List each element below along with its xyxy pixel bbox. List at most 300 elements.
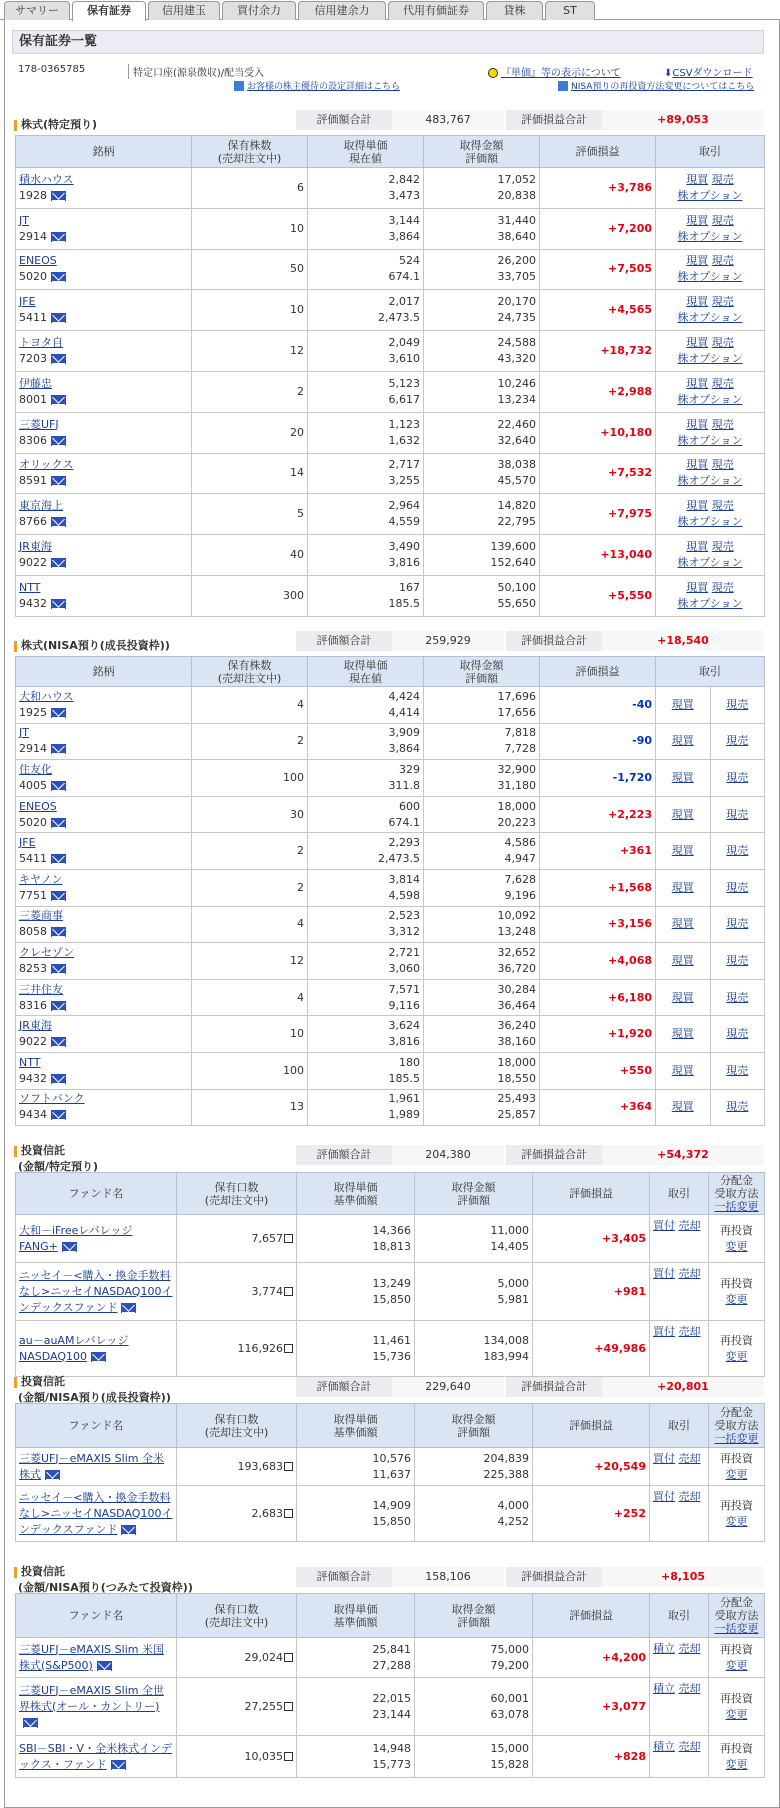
stock-name-link[interactable]: JFE [19, 295, 36, 309]
stock-code: 9432 [19, 596, 47, 610]
stock-name-cell [16, 760, 192, 797]
option-button[interactable]: 株オプション [677, 311, 743, 325]
fund-sell-button[interactable]: 売却 [678, 1490, 701, 1503]
tab-4[interactable]: 信用建余力 [298, 1, 386, 20]
trade-cell [656, 249, 765, 290]
fund-buy-button[interactable]: 買付 [653, 1490, 675, 1503]
acquisition-price: 3,624 [388, 1019, 420, 1033]
units-cell [177, 1215, 297, 1263]
change-link[interactable]: 変更 [725, 1292, 748, 1306]
sell-button[interactable]: 現売 [726, 1063, 749, 1077]
batch-change-link[interactable]: 一括変更 [714, 1200, 759, 1213]
buy-button[interactable]: 現買 [686, 376, 709, 390]
download-icon: ⬇ [664, 68, 673, 79]
mail-icon[interactable] [51, 927, 66, 937]
section-title-text: 投資信託 [21, 1565, 65, 1578]
sell-cell [710, 1052, 765, 1089]
accumulate-button[interactable]: 積立 [653, 1740, 675, 1753]
acquisition-amount: 32,652 [497, 945, 536, 959]
stock-name-link[interactable]: トヨタ自 [19, 336, 63, 350]
price-cell [308, 208, 424, 249]
buy-button[interactable]: 現買 [671, 734, 694, 748]
stock-name-link[interactable]: キヤノン [19, 872, 63, 886]
sell-button[interactable]: 現売 [711, 336, 734, 350]
base-price: 15,736 [372, 1349, 411, 1363]
buy-button[interactable]: 現買 [671, 990, 694, 1004]
acquisition-amount: 38,038 [497, 458, 536, 472]
tab-0[interactable]: サマリー [4, 1, 70, 20]
acquisition-amount: 134,008 [483, 1333, 529, 1347]
mail-icon[interactable] [51, 708, 66, 718]
buy-button[interactable]: 現買 [671, 1063, 694, 1077]
acquisition-price: 1,961 [388, 1092, 420, 1106]
mail-icon[interactable] [111, 1760, 126, 1770]
trade-links [659, 253, 761, 269]
column-header: 取得単価 現在値 [308, 136, 424, 168]
acquisition-amount: 4,586 [504, 836, 536, 850]
current-price: 6,617 [388, 392, 420, 406]
tab-2[interactable]: 信用建玉 [148, 1, 220, 20]
mail-icon[interactable] [51, 558, 66, 568]
acquisition-amount: 50,100 [497, 580, 536, 594]
mail-icon[interactable] [45, 1470, 60, 1480]
mail-icon[interactable] [51, 395, 66, 405]
stock-name-link[interactable]: ENEOS [19, 799, 57, 813]
checkbox[interactable] [284, 1462, 293, 1471]
mail-icon[interactable] [51, 1110, 66, 1120]
fund-sell-button[interactable]: 売却 [678, 1682, 701, 1695]
acquisition-amount: 18,000 [497, 1055, 536, 1069]
quantity: 2 [192, 371, 308, 412]
nisa-reinvest-link[interactable]: NISA預りの再投資方法変更についてはこちら [571, 82, 755, 92]
stock-name-cell [16, 371, 192, 412]
stock-code: 1928 [19, 188, 47, 202]
fund-name-link[interactable]: SBI－SBI・V・全米株式インデックス・ファンド [19, 1741, 173, 1771]
stock-code: 2914 [19, 229, 47, 243]
table-row [16, 869, 765, 906]
quantity: 2 [192, 723, 308, 760]
unit-price-link-wrap[interactable] [488, 64, 621, 79]
fund-name-cell [16, 1263, 177, 1321]
column-header: 取引 [656, 657, 765, 687]
stock-name-cell [16, 796, 192, 833]
mail-icon[interactable] [51, 854, 66, 864]
mail-icon[interactable] [51, 517, 66, 527]
distribution-cell [709, 1638, 765, 1678]
acquisition-amount: 60,001 [490, 1691, 529, 1705]
nisa-link-wrap[interactable] [558, 79, 754, 92]
buy-cell [656, 1016, 711, 1053]
buy-button[interactable]: 現買 [671, 697, 694, 711]
fund-name-link[interactable]: ニッセイ－<購入・換金手数料なし>ニッセイNASDAQ100インデックスファンド [19, 1490, 173, 1536]
current-price: 674.1 [388, 815, 420, 829]
checkbox[interactable] [284, 1234, 293, 1243]
profit-loss: +7,532 [540, 453, 656, 494]
mail-icon[interactable] [51, 232, 66, 242]
sell-button[interactable]: 現売 [726, 1027, 749, 1041]
option-button[interactable]: 株オプション [677, 229, 743, 243]
option-button[interactable]: 株オプション [677, 433, 743, 447]
csv-download-wrap[interactable] [664, 64, 753, 79]
change-link[interactable]: 変更 [725, 1757, 748, 1771]
tab-1[interactable]: 保有証券 [72, 1, 146, 21]
amount-cell [424, 331, 540, 372]
sell-button[interactable]: 現売 [711, 254, 734, 268]
buy-button[interactable]: 現買 [686, 540, 709, 554]
settings-link[interactable]: お客様の株主優待の設定詳細はこちら [247, 82, 401, 92]
valuation-amount: 15,828 [490, 1757, 529, 1771]
fund-table [15, 1593, 765, 1778]
option-button[interactable]: 株オプション [677, 352, 743, 366]
buy-button[interactable]: 現買 [686, 499, 709, 513]
mail-icon[interactable] [51, 354, 66, 364]
sell-button[interactable]: 現売 [711, 295, 734, 309]
mail-icon[interactable] [97, 1661, 112, 1671]
column-header: 取得単価 基準価額 [297, 1404, 415, 1448]
sell-button[interactable]: 現売 [726, 807, 749, 821]
price-cell [308, 1016, 424, 1053]
stock-code: 8316 [19, 998, 47, 1012]
fund-buy-button[interactable]: 買付 [653, 1452, 675, 1465]
column-header: 取引 [650, 1404, 709, 1448]
checkbox[interactable] [284, 1344, 293, 1353]
profit-loss: +18,732 [540, 331, 656, 372]
stock-code: 8253 [19, 961, 47, 975]
mail-icon[interactable] [51, 436, 66, 446]
option-button[interactable]: 株オプション [677, 596, 743, 610]
change-link[interactable]: 変更 [725, 1349, 748, 1363]
mail-icon[interactable] [51, 313, 66, 323]
column-header: 取得金額 評価額 [424, 136, 540, 168]
tab-6[interactable]: 貸株 [486, 1, 543, 20]
fund-name-link[interactable]: au－auAMレバレッジ NASDAQ100 [19, 1333, 129, 1363]
sell-button[interactable]: 現売 [711, 417, 734, 431]
option-button[interactable]: 株オプション [677, 270, 743, 284]
pl-total-label: 評価損益合計 [506, 1377, 602, 1397]
acquisition-amount: 15,000 [490, 1741, 529, 1755]
acquisition-amount: 10,092 [497, 909, 536, 923]
stock-code: 9432 [19, 1071, 47, 1085]
profit-loss: +6,180 [540, 979, 656, 1016]
price-cell [308, 453, 424, 494]
column-header: 取得単価 現在値 [308, 657, 424, 687]
buy-button[interactable]: 現買 [671, 1100, 694, 1114]
sell-cell [710, 833, 765, 870]
mail-icon[interactable] [91, 1352, 106, 1362]
trade-cell [650, 1678, 709, 1736]
mail-icon[interactable] [51, 599, 66, 609]
mail-icon[interactable] [51, 891, 66, 901]
valuation-amount: 20,838 [497, 188, 536, 202]
stock-name-link[interactable]: NTT [19, 580, 41, 594]
quantity: 4 [192, 906, 308, 943]
checkbox[interactable] [284, 1752, 293, 1761]
sell-button[interactable]: 現売 [726, 917, 749, 931]
option-button[interactable]: 株オプション [677, 556, 743, 570]
sell-button[interactable]: 現売 [711, 376, 734, 390]
buy-button[interactable]: 現買 [671, 917, 694, 931]
mail-icon[interactable] [51, 476, 66, 486]
sell-button[interactable]: 現売 [711, 458, 734, 472]
settings-link-wrap[interactable] [234, 79, 400, 92]
stock-name-link[interactable]: 三菱UFJ [19, 417, 59, 431]
acquisition-price: 524 [399, 254, 420, 268]
valuation-amount: 14,405 [490, 1239, 529, 1253]
sell-button[interactable]: 現売 [711, 172, 734, 186]
buy-button[interactable]: 現買 [686, 580, 709, 594]
tab-3[interactable]: 買付余力 [222, 1, 296, 20]
checkbox[interactable] [284, 1287, 293, 1296]
mail-icon[interactable] [121, 1525, 136, 1535]
column-header: 取引 [650, 1173, 709, 1215]
column-header: 銘柄 [16, 657, 192, 687]
stock-code-wrap [19, 229, 188, 245]
mail-icon[interactable] [51, 1037, 66, 1047]
stock-name-link[interactable]: 三菱商事 [19, 909, 63, 923]
sell-button[interactable]: 現売 [726, 880, 749, 894]
buy-button[interactable]: 現買 [671, 1027, 694, 1041]
current-price: 9,116 [388, 998, 420, 1012]
base-price: 11,637 [372, 1467, 411, 1481]
sell-button[interactable]: 現売 [711, 213, 734, 227]
quantity: 12 [192, 943, 308, 980]
acquisition-price: 3,144 [388, 213, 420, 227]
buy-button[interactable]: 現買 [671, 844, 694, 858]
change-link[interactable]: 変更 [725, 1707, 748, 1721]
tab-7[interactable]: ST [545, 1, 595, 20]
valuation-amount: 24,735 [497, 311, 536, 325]
tab-5[interactable]: 代用有価証券 [388, 1, 484, 20]
stock-name-link[interactable]: 東京海上 [19, 499, 63, 513]
mail-icon[interactable] [121, 1303, 136, 1313]
stock-code: 7751 [19, 888, 47, 902]
stock-name-link[interactable]: JR東海 [19, 540, 52, 554]
unit-price-link[interactable]: 『単価』等の表示について [501, 68, 621, 79]
stock-code: 2914 [19, 742, 47, 756]
stock-name-link[interactable]: JFE [19, 836, 36, 850]
acquisition-amount: 10,246 [497, 376, 536, 390]
stock-name-link[interactable]: 大和ハウス [19, 689, 74, 703]
trade-cell [656, 290, 765, 331]
acquisition-amount: 20,170 [497, 295, 536, 309]
fund-buy-button[interactable]: 買付 [653, 1325, 675, 1338]
fund-sell-button[interactable]: 売却 [678, 1325, 701, 1338]
stock-name-link[interactable]: 三井住友 [19, 982, 63, 996]
sell-cell [710, 760, 765, 797]
units-cell [177, 1736, 297, 1778]
units-cell [177, 1678, 297, 1736]
stock-name-cell [16, 943, 192, 980]
fund-name-link[interactable]: 三菱UFJ－eMAXIS Slim 全世界株式(オール・カントリー) [19, 1683, 164, 1713]
buy-button[interactable]: 現買 [686, 172, 709, 186]
price-cell [297, 1486, 415, 1542]
sell-button[interactable]: 現売 [726, 734, 749, 748]
trade-links [659, 580, 761, 596]
stock-name-link[interactable]: ENEOS [19, 254, 57, 268]
amount-cell [415, 1638, 533, 1678]
trade-cell [650, 1448, 709, 1486]
trade-cell [656, 494, 765, 535]
mail-icon[interactable] [51, 781, 66, 791]
sell-button[interactable]: 現売 [726, 990, 749, 1004]
valuation-amount: 20,223 [497, 815, 536, 829]
stock-name-link[interactable]: ソフトバンク [19, 1092, 85, 1106]
stock-name-cell [16, 208, 192, 249]
buy-button[interactable]: 現買 [686, 254, 709, 268]
profit-loss: +7,200 [540, 208, 656, 249]
acquisition-amount: 36,240 [497, 1019, 536, 1033]
mail-icon[interactable] [51, 964, 66, 974]
mail-icon[interactable] [51, 1074, 66, 1084]
buy-button[interactable]: 現買 [671, 953, 694, 967]
trade-cell [656, 412, 765, 453]
amount-cell [424, 906, 540, 943]
section-title [14, 637, 170, 653]
stock-code-wrap [19, 961, 188, 977]
quantity: 2 [192, 869, 308, 906]
mail-icon[interactable] [51, 272, 66, 282]
quantity: 10 [192, 208, 308, 249]
sell-button[interactable]: 現売 [726, 844, 749, 858]
accent-bar [14, 1377, 17, 1388]
column-header: 分配金 受取方法 一括変更 [709, 1173, 765, 1215]
fund-name-link[interactable]: ニッセイ－<購入・換金手数料なし>ニッセイNASDAQ100インデックスファンド [19, 1268, 173, 1314]
mail-icon[interactable] [62, 1242, 77, 1252]
current-price: 3,816 [388, 1035, 420, 1049]
mail-icon[interactable] [23, 1718, 38, 1728]
quantity: 100 [192, 760, 308, 797]
fund-name-link[interactable]: 大和－iFreeレバレッジ FANG+ [19, 1223, 133, 1253]
batch-change-link[interactable]: 一括変更 [714, 1622, 759, 1635]
stock-name-cell [16, 1052, 192, 1089]
quantity: 50 [192, 249, 308, 290]
profit-loss: +7,505 [540, 249, 656, 290]
checkbox[interactable] [284, 1653, 293, 1662]
fund-sell-button[interactable]: 売却 [678, 1267, 701, 1280]
fund-sell-button[interactable]: 売却 [678, 1740, 701, 1753]
mail-icon[interactable] [51, 1001, 66, 1011]
fund-buy-button[interactable]: 買付 [653, 1219, 675, 1232]
price-cell [308, 979, 424, 1016]
table-row [16, 1263, 765, 1321]
fund-name-link[interactable]: 三菱UFJ－eMAXIS Slim 米国株式(S&P500) [19, 1642, 164, 1672]
change-link[interactable]: 変更 [725, 1658, 748, 1672]
stock-code: 8591 [19, 474, 47, 488]
stock-name-link[interactable]: NTT [19, 1055, 41, 1069]
stock-name-link[interactable]: オリックス [19, 458, 74, 472]
current-price: 4,598 [388, 888, 420, 902]
profit-loss: +828 [533, 1736, 650, 1778]
table-row [16, 906, 765, 943]
mail-icon[interactable] [51, 818, 66, 828]
column-header: 保有口数 (売却注文中) [177, 1594, 297, 1638]
sell-button[interactable]: 現売 [726, 697, 749, 711]
valuation-amount: 5,981 [497, 1292, 529, 1306]
option-button[interactable]: 株オプション [677, 515, 743, 529]
batch-change-link[interactable]: 一括変更 [714, 1432, 759, 1445]
buy-button[interactable]: 現買 [686, 458, 709, 472]
stock-name-link[interactable]: 積水ハウス [19, 172, 74, 186]
amount-cell [424, 168, 540, 209]
acquisition-amount: 17,696 [497, 689, 536, 703]
sell-button[interactable]: 現売 [726, 953, 749, 967]
option-button[interactable]: 株オプション [677, 474, 743, 488]
buy-button[interactable]: 現買 [671, 880, 694, 894]
accumulate-button[interactable]: 積立 [653, 1682, 675, 1695]
stock-name-link[interactable]: JT [19, 726, 29, 740]
fund-name-cell [16, 1321, 177, 1377]
option-button[interactable]: 株オプション [677, 392, 743, 406]
fund-name-cell [16, 1215, 177, 1263]
buy-button[interactable]: 現買 [671, 770, 694, 784]
buy-button[interactable]: 現買 [686, 417, 709, 431]
stock-code: 5411 [19, 311, 47, 325]
stock-name-link[interactable]: JR東海 [19, 1019, 52, 1033]
price-cell [308, 290, 424, 331]
buy-button[interactable]: 現買 [686, 295, 709, 309]
distribution-method: 再投資 [720, 1276, 753, 1290]
fund-sell-button[interactable]: 売却 [678, 1452, 701, 1465]
column-header: 評価損益 [533, 1594, 650, 1638]
checkbox[interactable] [284, 1702, 293, 1711]
option-button[interactable]: 株オプション [677, 188, 743, 202]
table-row [16, 1215, 765, 1263]
accumulate-button[interactable]: 積立 [653, 1642, 675, 1655]
stock-name-link[interactable]: クレセゾン [19, 945, 74, 959]
table-row [16, 1052, 765, 1089]
stock-name-link[interactable]: 住友化 [19, 762, 52, 776]
mail-icon[interactable] [51, 191, 66, 201]
change-link[interactable]: 変更 [725, 1239, 748, 1253]
fund-buy-button[interactable]: 買付 [653, 1267, 675, 1280]
base-price: 18,813 [372, 1239, 411, 1253]
current-price: 3,864 [388, 742, 420, 756]
fund-sell-button[interactable]: 売却 [678, 1219, 701, 1232]
sell-button[interactable]: 現売 [726, 1100, 749, 1114]
stock-name-link[interactable]: 伊藤忠 [19, 376, 52, 390]
fund-sell-button[interactable]: 売却 [678, 1642, 701, 1655]
pl-total-value: +54,372 [602, 1145, 764, 1165]
stock-name-cell [16, 575, 192, 616]
stock-name-cell [16, 249, 192, 290]
stock-name-link[interactable]: JT [19, 213, 29, 227]
buy-button[interactable]: 現買 [671, 807, 694, 821]
checkbox[interactable] [284, 1509, 293, 1518]
price-cell [297, 1448, 415, 1486]
mail-icon[interactable] [51, 744, 66, 754]
price-cell [308, 249, 424, 290]
sell-button[interactable]: 現売 [711, 540, 734, 554]
acquisition-price: 25,841 [372, 1642, 411, 1656]
fund-table [15, 1172, 765, 1377]
fund-name-link[interactable]: 三菱UFJ－eMAXIS Slim 全米株式 [19, 1451, 164, 1481]
change-link[interactable]: 変更 [725, 1514, 748, 1528]
quantity: 14 [192, 453, 308, 494]
sell-button[interactable]: 現売 [711, 499, 734, 513]
sell-button[interactable]: 現売 [726, 770, 749, 784]
trade-cell [656, 208, 765, 249]
table-row [16, 453, 765, 494]
buy-button[interactable]: 現買 [686, 213, 709, 227]
buy-button[interactable]: 現買 [686, 336, 709, 350]
arrow-icon [558, 81, 568, 91]
column-header: 保有株数 (売却注文中) [192, 657, 308, 687]
change-link[interactable]: 変更 [725, 1467, 748, 1481]
csv-download-link[interactable]: CSVダウンロード [672, 68, 753, 79]
acquisition-price: 11,461 [372, 1333, 411, 1347]
sell-button[interactable]: 現売 [711, 580, 734, 594]
current-price: 3,060 [388, 961, 420, 975]
